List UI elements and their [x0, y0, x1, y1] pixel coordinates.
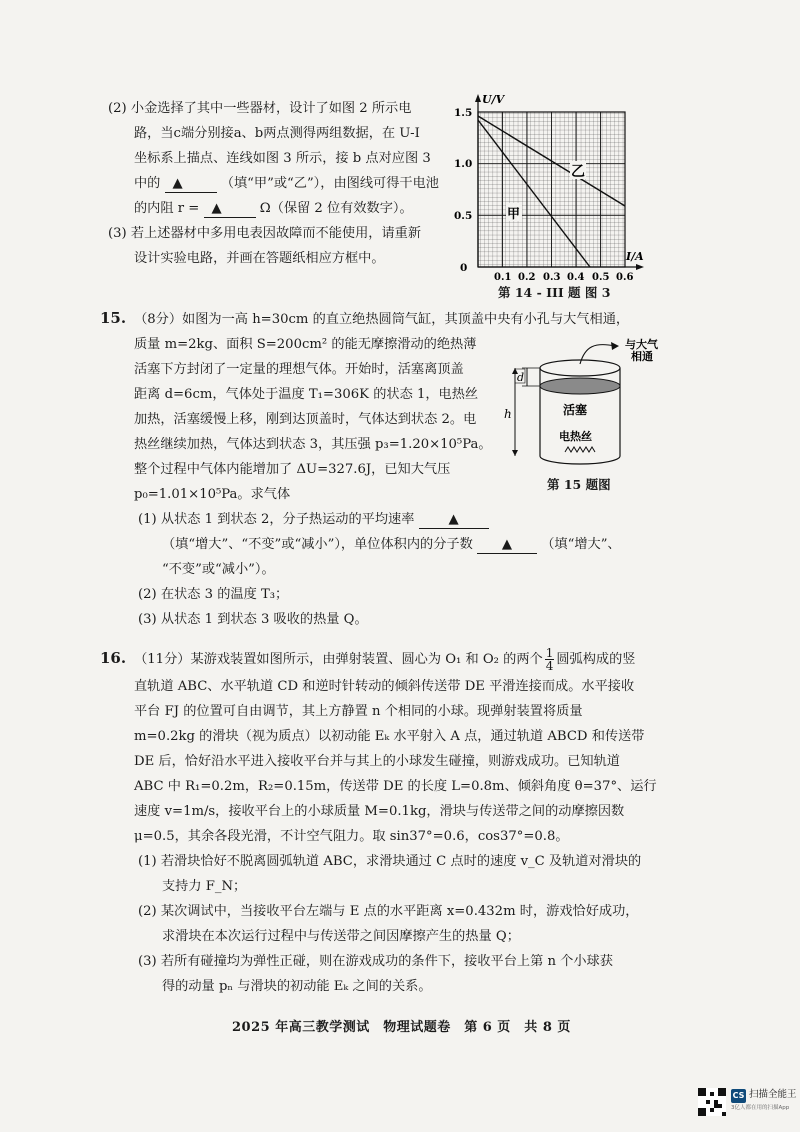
heater-label: 电热丝: [559, 430, 592, 443]
text-line: 质量 m=2kg、面积 S=200cm² 的能无摩擦滑动的绝热薄: [134, 337, 477, 352]
figure-15-cylinder: [495, 336, 695, 496]
q16-stem: [100, 674, 700, 849]
x-tick-label: 0.6: [616, 272, 634, 282]
x-tick-label: 0.5: [592, 272, 610, 282]
y-tick-label: 1.5: [454, 107, 473, 119]
text-line: 圆弧构成的竖: [556, 652, 636, 667]
q15-sub-1: [100, 507, 700, 532]
fraction-one-quarter: [545, 647, 555, 672]
text-line: （8分）如图为一高 h=30cm 的直立绝热圆筒气缸，其顶盖中央有小孔与大气相通，: [134, 312, 630, 327]
text-line: 平台 FJ 的位置可自由调节，其上方静置 n 个相同的小球。现弹射装置将质量: [134, 704, 583, 719]
text-line: m=0.2kg 的滑块（视为质点）以初动能 Eₖ 水平射入 A 点，通过轨道 ABCD 和传送带: [134, 729, 645, 744]
scanner-badge-icon: CS: [731, 1089, 746, 1103]
q16-stem-first-line: [100, 644, 700, 674]
text-line: （填“甲”或“乙”），由图线可得干电池: [220, 176, 439, 191]
q15-stem-first-line: [100, 306, 700, 332]
y-axis-label: U/V: [482, 93, 505, 106]
heater-coil-icon: [565, 447, 595, 452]
answer-blank: ▲: [419, 512, 489, 529]
qr-code-icon: [698, 1088, 726, 1116]
cylinder-svg: [495, 336, 695, 471]
cylinder-bottom: [540, 456, 620, 464]
part-label: (2): [108, 101, 127, 116]
text-line: 活塞下方封闭了一定量的理想气体。开始时，活塞离顶盖: [134, 362, 464, 377]
q15-sub-1-cont: [100, 532, 700, 557]
text-line: 小金选择了其中一些器材，设计了如图 2 所示电: [130, 101, 412, 116]
answer-blank: ▲: [477, 537, 537, 554]
q16-sub-2-cont: 求滑块在本次运行过程中与传送带之间因摩擦产生的热量 Q；: [162, 929, 520, 944]
figure-3-ui-graph: [438, 92, 648, 304]
part-label: (3): [108, 226, 127, 241]
x-tick-label: 0.3: [543, 272, 561, 282]
q16-sub-3: (3) 若所有碰撞均为弹性正碰，则在游戏成功的条件下，接收平台上第 n 个小球获: [138, 954, 613, 969]
q14-part-3: [108, 221, 448, 271]
text-line: （填“增大”、“不变”或“减小”），单位体积内的分子数: [162, 537, 473, 552]
q15-sub-3: (3) 从状态 1 到状态 3 吸收的热量 Q。: [138, 612, 368, 627]
text-line: （11分）某游戏装置如图所示，由弹射装置、圆心为 O₁ 和 O₂ 的两个: [134, 652, 543, 667]
y-tick-label: 1.0: [454, 158, 473, 170]
fraction-numerator: 1: [545, 646, 554, 660]
text-line: p₀=1.01×10⁵Pa。求气体: [134, 487, 291, 502]
text-line: Ω（保留 2 位有效数字）。: [259, 201, 413, 216]
question-14-continued: [108, 96, 448, 271]
text-line: 速度 v=1m/s，接收平台上的小球质量 M=0.1kg，滑块与传送带之间的动摩擦因数: [134, 804, 625, 819]
q14-part-2: [108, 96, 448, 221]
text-line: 路，当c端分别接a、b两点测得两组数据，在 U-I: [134, 126, 420, 141]
figure-3-caption: 第 14 - III 题 图 3: [498, 285, 611, 300]
ui-graph-svg: [438, 92, 648, 282]
question-16: [100, 644, 700, 999]
scanner-tagline: 3亿人都在用的扫描App: [731, 1105, 790, 1111]
scanner-watermark: [694, 1085, 797, 1127]
q16-sub-1: (1) 若滑块恰好不脱离圆弧轨道 ABC，求滑块通过 C 点时的速度 v_C 及轨道对滑块的: [138, 854, 642, 869]
answer-blank: ▲: [165, 176, 217, 193]
text-line: 的内阻 r =: [134, 201, 200, 216]
text-line: 加热，活塞缓慢上移，刚到达顶盖时，气体达到状态 2。电: [134, 412, 477, 427]
x-axis-label: I/A: [626, 250, 644, 263]
piston: [540, 378, 620, 394]
page-footer: 2025 年高三教学测试 物理试题卷 第 6 页 共 8 页: [232, 1020, 571, 1035]
scanner-app-name: 扫描全能王: [749, 1089, 797, 1100]
text-line: 设计实验电路，并画在答题纸相应方框中。: [134, 251, 385, 266]
h-label: h: [504, 407, 512, 421]
y-tick-label: 0: [460, 262, 468, 274]
text-line: ABC 中 R₁=0.2m，R₂=0.15m，传送带 DE 的长度 L=0.8m、倾斜角度 θ=37°、运行: [134, 779, 657, 794]
answer-blank: ▲: [204, 201, 256, 218]
figure-15-caption: 第 15 题图: [547, 477, 611, 492]
line-jia-label: 甲: [507, 207, 521, 222]
text-line: (1) 从状态 1 到状态 2，分子热运动的平均速率: [138, 512, 415, 527]
text-line: DE 后，恰好沿水平进入接收平台并与其上的小球发生碰撞，则游戏成功。已知轨道: [134, 754, 620, 769]
text-line: 热丝继续加热，气体达到状态 3，其压强 p₃=1.20×10⁵Pa。: [134, 437, 492, 452]
text-line: μ=0.5，其余各段光滑，不计空气阻力。取 sin37°=0.6，cos37°=0.8。: [134, 829, 569, 844]
text-line: 若上述器材中多用电表因故障而不能使用，请重新: [130, 226, 422, 241]
q15-stem: [100, 332, 539, 507]
text-line: （填“增大”、: [541, 537, 621, 552]
q16-sub-3-cont: 得的动量 pₙ 与滑块的初动能 Eₖ 之间的关系。: [162, 979, 432, 994]
text-line: 距离 d=6cm，气体处于温度 T₁=306K 的状态 1，电热丝: [134, 387, 479, 402]
line-yi-label: 乙: [571, 164, 585, 180]
q16-sub-1-cont: 支持力 F_N；: [162, 879, 247, 894]
x-axis-arrow-icon: [636, 264, 644, 270]
y-tick-label: 0.5: [454, 210, 473, 222]
q15-sub-2: (2) 在状态 3 的温度 T₃；: [138, 587, 289, 602]
text-line: “不变”或“减小”）。: [162, 562, 275, 577]
x-tick-label: 0.1: [494, 272, 512, 282]
text-line: 直轨道 ABC、水平轨道 CD 和逆时针转动的倾斜传送带 DE 平滑连接而成。水平接收: [134, 679, 635, 694]
text-line: 中的: [134, 176, 161, 191]
vent-label: 与大气: [625, 338, 658, 351]
d-label: d: [517, 371, 525, 384]
text-line: 整个过程中气体内能增加了 ΔU=327.6J，已知大气压: [134, 462, 451, 477]
question-number: 16.: [100, 649, 127, 667]
question-number: 15.: [100, 309, 127, 327]
x-tick-label: 0.2: [518, 272, 536, 282]
q16-sub-2: (2) 某次调试中，当接收平台左端与 E 点的水平距离 x=0.432m 时，游戏恰好成功，: [138, 904, 639, 919]
piston-label: 活塞: [563, 403, 588, 417]
vent-arrow-head-icon: [611, 342, 619, 350]
fraction-denominator: 4: [545, 659, 554, 673]
text-line: 坐标系上描点、连线如图 3 所示，接 b 点对应图 3: [134, 151, 431, 166]
y-axis-arrow-icon: [475, 94, 481, 102]
vent-label: 相通: [631, 350, 653, 363]
x-tick-label: 0.4: [567, 272, 585, 282]
